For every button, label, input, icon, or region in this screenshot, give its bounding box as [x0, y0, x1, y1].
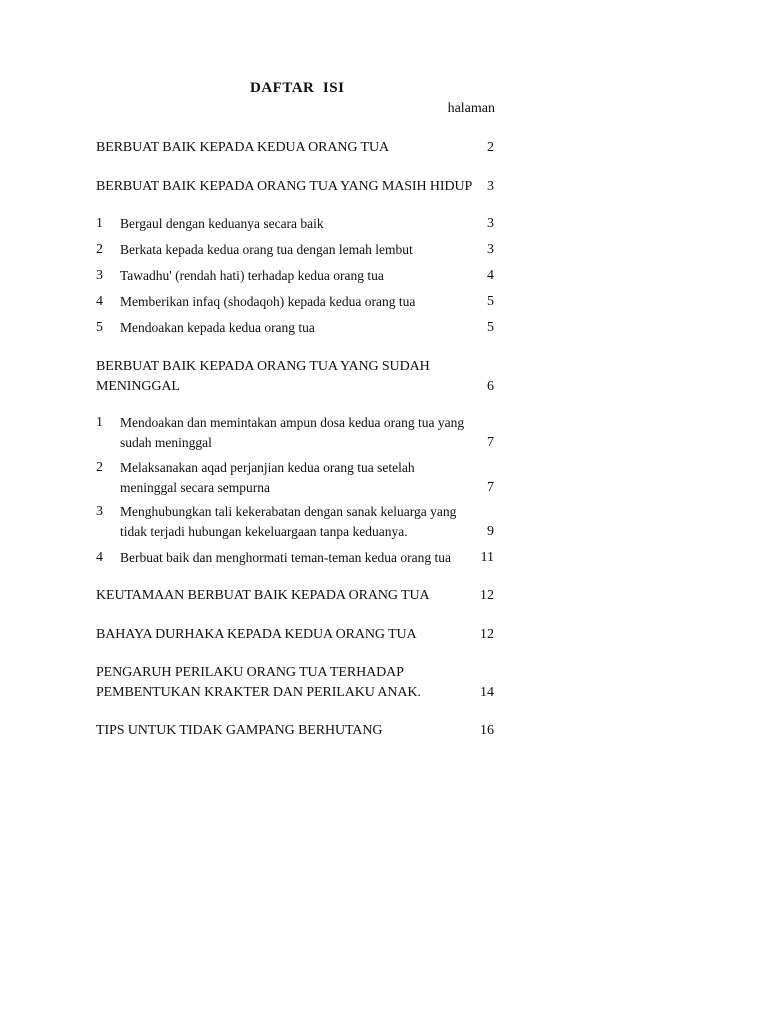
toc-entry-page: 3: [487, 179, 494, 194]
toc-entry-page: 6: [487, 379, 494, 394]
toc-entry-text: BAHAYA DURHAKA KEPADA KEDUA ORANG TUA: [96, 627, 417, 642]
toc-entry-text: BERBUAT BAIK KEPADA ORANG TUA YANG MASIH HIDUP: [96, 179, 473, 194]
toc-entry-page: 16: [480, 723, 494, 738]
toc-entry-text: Bergaul dengan keduanya secara baik: [120, 216, 324, 231]
toc-entry: [96, 357, 496, 397]
toc-entry-text: Melaksanakan aqad perjanjian kedua orang tua setelah meninggal secara sempurna: [120, 460, 415, 495]
toc-entry-text: PENGARUH PERILAKU ORANG TUA TERHADAP PEMBENTUKAN KRAKTER DAN PERILAKU ANAK.: [96, 665, 421, 700]
toc-entry-number: 4: [96, 294, 103, 309]
toc-entry-text: KEUTAMAAN BERBUAT BAIK KEPADA ORANG TUA: [96, 588, 430, 603]
toc-entry-page: 12: [480, 627, 494, 642]
toc-entry-number: 5: [96, 320, 103, 335]
page-column-label: halaman: [447, 101, 495, 116]
toc-entry-page: 5: [487, 294, 494, 309]
toc-entry-text: Memberikan infaq (shodaqoh) kepada kedua orang tua: [120, 294, 416, 309]
toc-title: DAFTAR ISI: [250, 80, 345, 96]
toc-subentry: [96, 413, 496, 453]
toc-entry-page: 4: [487, 268, 494, 283]
toc-entry-number: 3: [96, 268, 103, 283]
toc-entry-number: 2: [96, 242, 103, 257]
toc-entry-page: 11: [480, 550, 494, 565]
toc-entry-number: 1: [96, 216, 103, 231]
toc-entry-text: BERBUAT BAIK KEPADA ORANG TUA YANG SUDAH MENINGGAL: [96, 359, 430, 394]
toc-subentry: [96, 458, 496, 498]
toc-entry-page: 3: [487, 242, 494, 257]
toc-entry-text: Menghubungkan tali kekerabatan dengan sanak keluarga yang tidak terjadi hubungan kekeluargaan tanpa keduanya.: [120, 504, 457, 539]
toc-subentry: [96, 502, 496, 542]
toc-entry-text: Berbuat baik dan menghormati teman-teman kedua orang tua: [120, 550, 452, 565]
toc-entry-page: 5: [487, 320, 494, 335]
toc-entry: [96, 663, 496, 703]
toc-entry-page: 14: [480, 685, 494, 700]
toc-entry-number: 1: [96, 415, 103, 430]
toc-entry-page: 7: [487, 480, 494, 495]
toc-entry-text: BERBUAT BAIK KEPADA KEDUA ORANG TUA: [96, 140, 389, 155]
toc-entry-number: 3: [96, 504, 103, 519]
toc-entry-page: 7: [487, 435, 494, 450]
toc-entry-text: Berkata kepada kedua orang tua dengan lemah lembut: [120, 242, 413, 257]
toc-entry-text: Tawadhu' (rendah hati) terhadap kedua orang tua: [120, 268, 384, 283]
toc-entry-page: 9: [487, 524, 494, 539]
toc-entry-text: TIPS UNTUK TIDAK GAMPANG BERHUTANG: [96, 723, 383, 738]
toc-entry-page: 2: [487, 140, 494, 155]
toc-entry-text: Mendoakan kepada kedua orang tua: [120, 320, 315, 335]
toc-entry-page: 3: [487, 216, 494, 231]
toc-entry-number: 2: [96, 460, 103, 475]
toc-entry-page: 12: [480, 588, 494, 603]
toc-entry-text: Mendoakan dan memintakan ampun dosa kedua orang tua yang sudah meninggal: [120, 415, 465, 450]
toc-entry-number: 4: [96, 550, 103, 565]
